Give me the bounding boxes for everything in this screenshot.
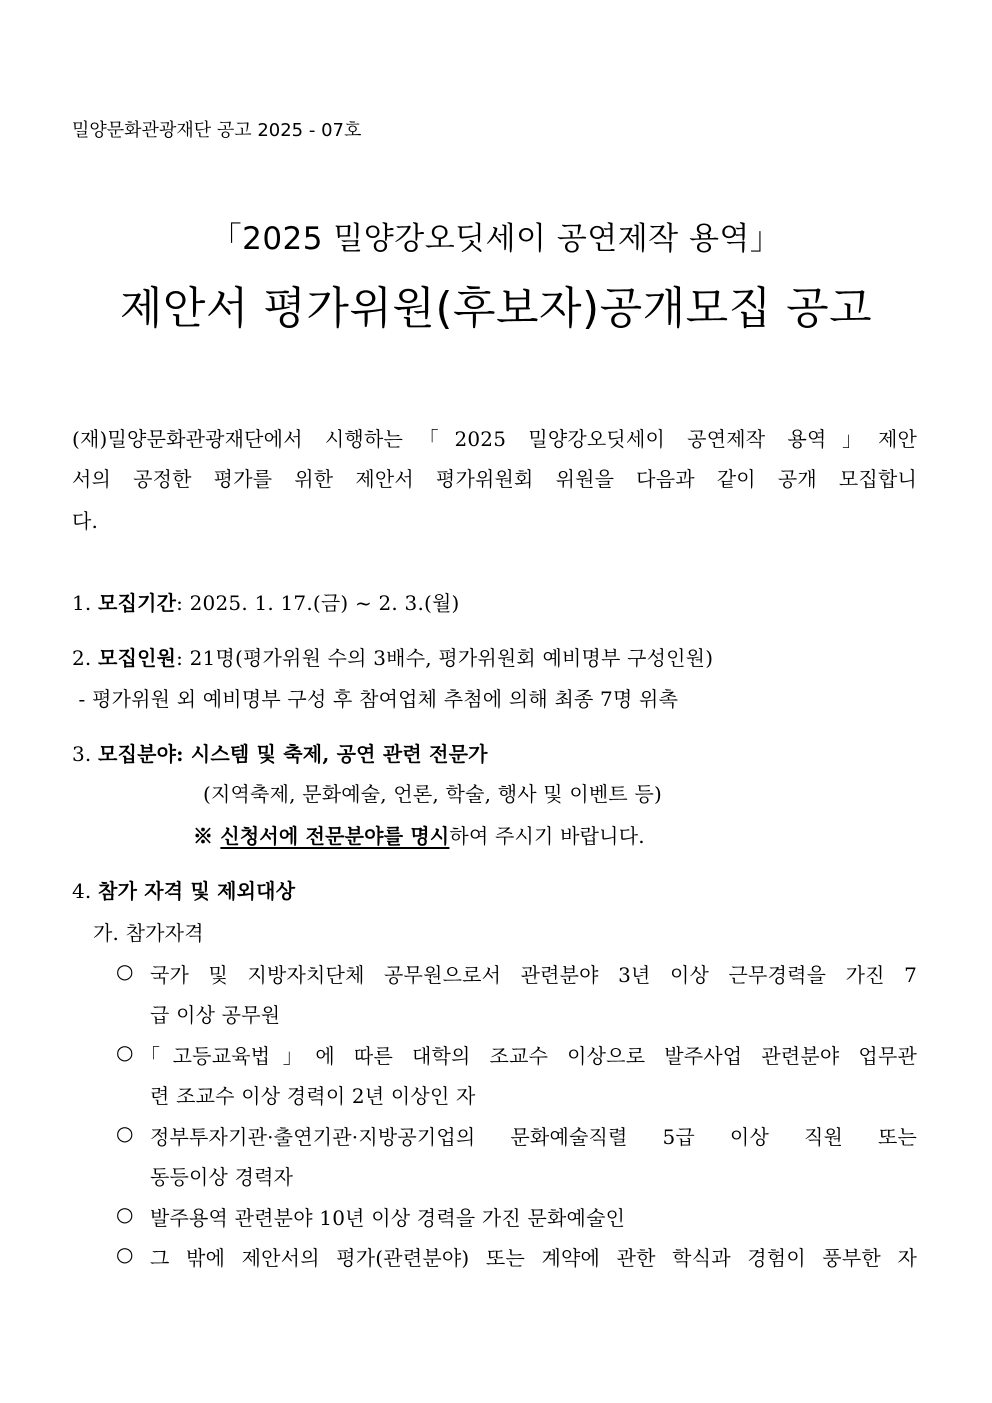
section-4-label: 참가 자격 및 제외대상 (98, 879, 296, 903)
remark-rest: 하여 주시기 바랍니다. (449, 824, 645, 848)
section-3-field (72, 738, 488, 767)
list-item-line: 동등이상 경력자 (150, 1165, 294, 1189)
section-3-label: 모집분야 (98, 742, 177, 766)
list-item-line: 그 밖에 제안서의 평가(관련분야) 또는 계약에 관한 학식과 경험이 풍부한 자 (150, 1246, 917, 1270)
section-3-number: 3. (72, 742, 99, 766)
section-4-subtitle: 가. 참가자격 (93, 921, 204, 945)
remark-emphasis: 신청서에 전문분야를 명시 (220, 824, 450, 848)
section-4-number: 4. (72, 879, 99, 903)
section-1-value: : 2025. 1. 17.(금) ~ 2. 3.(월) (176, 591, 460, 615)
intro-line-1: (재)밀양문화관광재단에서 시행하는「2025 밀양강오딧세이 공연제작 용역」제안 (72, 427, 917, 451)
title-line-1: 「2025 밀양강오딧세이 공연제작 용역」 (210, 221, 782, 257)
notice-number: 밀양문화관광재단 공고 2025 - 07호 (72, 120, 362, 141)
section-2-note: - 평가위원 외 예비명부 구성 후 참여업체 추첨에 의해 최종 7명 위촉 (72, 687, 679, 711)
intro-line-2: 서의 공정한 평가를 위한 제안서 평가위원회 위원을 다음과 같이 공개 모집합니 (72, 467, 917, 491)
list-item-line: 급 이상 공무원 (150, 1003, 281, 1027)
section-2-value: : 21명(평가위원 수의 3배수, 평가위원회 예비명부 구성인원) (176, 646, 714, 670)
list-item-line: 련 조교수 이상 경력이 2년 이상인 자 (150, 1084, 476, 1108)
list-item-bullet: ○ (116, 1242, 134, 1266)
section-3-value: : 시스템 및 축제, 공연 관련 전문가 (176, 742, 488, 766)
section-2-label: 모집인원 (98, 646, 177, 670)
list-item-line: 「고등교육법」에 따른 대학의 조교수 이상으로 발주사업 관련분야 업무관 (140, 1044, 917, 1068)
section-1-number: 1. (72, 591, 99, 615)
list-item-line: 발주용역 관련분야 10년 이상 경력을 가진 문화예술인 (150, 1206, 626, 1230)
section-1-period (72, 587, 460, 616)
section-3-remark (193, 820, 645, 849)
list-item-line: 국가 및 지방자치단체 공무원으로서 관련분야 3년 이상 근무경력을 가진 7 (150, 963, 917, 987)
list-item-bullet: ○ (116, 1121, 134, 1145)
section-2-recruits (72, 642, 713, 671)
section-4-eligibility (72, 875, 295, 904)
section-2-number: 2. (72, 646, 99, 670)
section-1-label: 모집기간 (98, 591, 177, 615)
title-line-2: 제안서 평가위원(후보자)공개모집 공고 (119, 283, 873, 334)
intro-line-3: 다. (72, 509, 99, 533)
remark-mark: ※ (193, 824, 221, 848)
list-item-bullet: ○ (116, 1202, 134, 1226)
list-item-line: 정부투자기관·출연기관·지방공기업의 문화예술직렬 5급 이상 직원 또는 (150, 1125, 917, 1149)
section-3-sub: (지역축제, 문화예술, 언론, 학술, 행사 및 이벤트 등) (203, 782, 663, 806)
list-item-bullet: ○ (116, 959, 134, 983)
list-item-bullet: ○ (116, 1040, 134, 1064)
